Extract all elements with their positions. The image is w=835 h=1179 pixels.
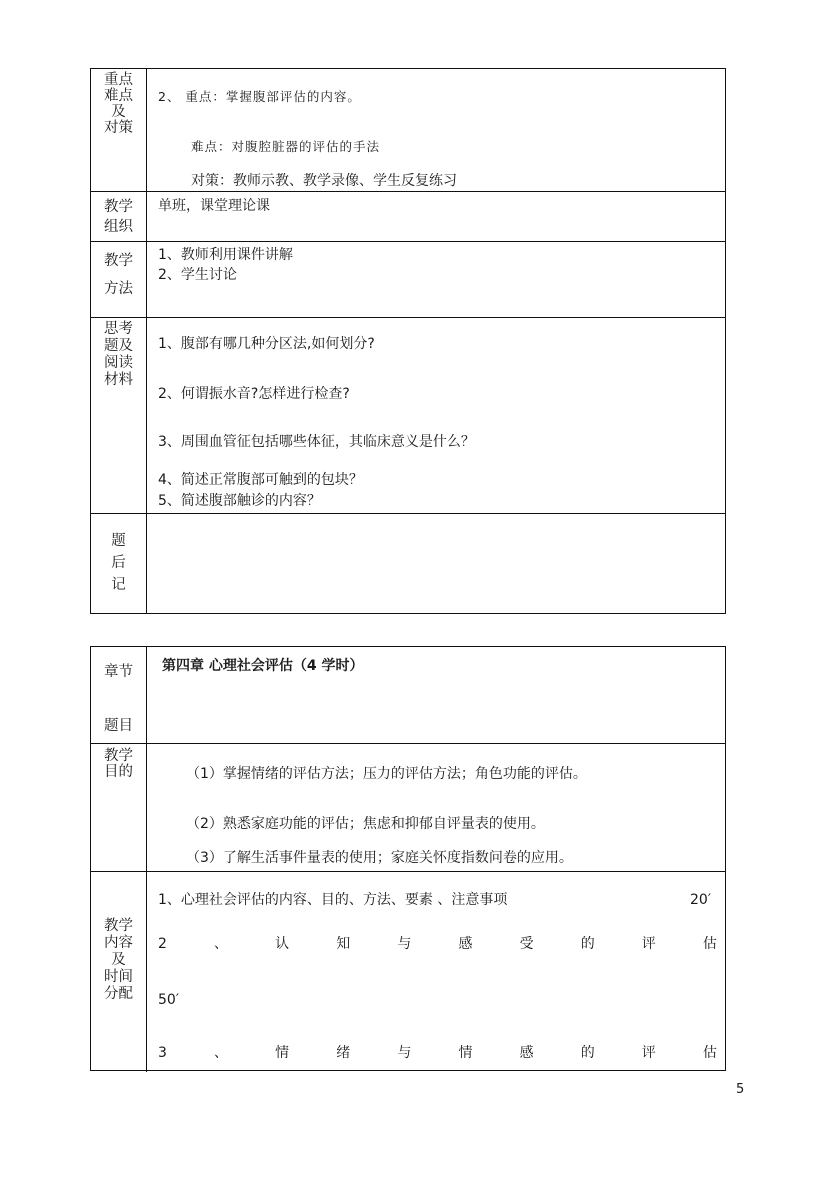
label-questions: 思考 题及 阅读 材料 (91, 318, 147, 513)
c3-char: 的 (580, 1045, 595, 1061)
row-content (91, 871, 725, 1072)
c2-char: 评 (641, 936, 656, 952)
label-notes: 题 后 记 (91, 514, 147, 613)
method-item-2: 2、学生讨论 (158, 267, 237, 283)
row-key-points (91, 69, 725, 192)
content-chapter (148, 647, 725, 743)
key-point-text: 2、 重点：掌握腹部评估的内容。 (158, 89, 361, 104)
row-method (91, 241, 725, 317)
content-method (148, 242, 725, 317)
c3-char: 估 (702, 1045, 717, 1061)
strategy-text: 对策：教师示教、教学录像、学生反复练习 (191, 173, 457, 189)
label-key-points: 重点 难点 及 对策 (91, 69, 147, 192)
c3-char: 绪 (336, 1045, 351, 1061)
content-item-2-time: 50′ (158, 992, 179, 1008)
c2-char: 认 (275, 936, 290, 952)
goal-3: （3）了解生活事件量表的使用；家庭关怀度指数问卷的应用。 (186, 850, 573, 866)
row-notes (91, 513, 725, 613)
question-3: 3、周围血管征包括哪些体征，其临床意义是什么？ (158, 434, 475, 450)
question-1: 1、腹部有哪几种分区法,如何划分? (158, 336, 375, 352)
goal-1: （1）掌握情绪的评估方法；压力的评估方法；角色功能的评估。 (186, 766, 587, 782)
method-item-1: 1、教师利用课件讲解 (158, 247, 293, 263)
row-questions (91, 317, 725, 513)
difficulty-text: 难点：对腹腔脏器的评估的手法 (191, 139, 381, 154)
label-chapter: 章节 题目 (91, 647, 147, 743)
row-chapter (91, 647, 725, 743)
c2-char: 的 (580, 936, 595, 952)
content-notes (148, 514, 725, 613)
c3-char: 评 (641, 1045, 656, 1061)
c2-char: 知 (336, 936, 351, 952)
content-item-3 (158, 1045, 717, 1061)
organization-text: 单班，课堂理论课 (158, 198, 270, 214)
content-organization (148, 192, 725, 241)
question-2: 2、何谓振水音?怎样进行检查? (158, 386, 350, 402)
c3-char: 感 (519, 1045, 534, 1061)
c2-char: 估 (702, 936, 717, 952)
row-goals (91, 743, 725, 871)
lesson-table-2 (90, 646, 726, 1071)
content-key-points (148, 69, 725, 192)
c3-char: 情 (275, 1045, 290, 1061)
row-organization (91, 191, 725, 241)
c2-char: 受 (519, 936, 534, 952)
content-item-1-time: 20′ (690, 892, 711, 908)
c3-char: 情 (458, 1045, 473, 1061)
label-content: 教学 内容 及 时间 分配 (91, 872, 147, 1072)
content-allocation (148, 872, 725, 1072)
chapter-title: 第四章 心理社会评估（4 学时） (162, 658, 364, 674)
c2-char: 2 (158, 936, 167, 952)
label-organization: 教学 组织 (91, 192, 147, 241)
label-method: 教学 方法 (91, 242, 147, 317)
c3-char: 与 (397, 1045, 412, 1061)
c3-char: 3 (158, 1045, 167, 1061)
content-item-2 (158, 936, 717, 952)
question-5: 5、简述腹部触诊的内容？ (158, 493, 321, 509)
c2-char: 感 (458, 936, 473, 952)
question-4: 4、简述正常腹部可触到的包块？ (158, 472, 363, 488)
label-goals: 教学 目的 (91, 744, 147, 871)
page-number: 5 (736, 1082, 745, 1097)
c2-char: 、 (214, 936, 229, 952)
c3-char: 、 (214, 1045, 229, 1061)
lesson-table-1 (90, 68, 726, 614)
content-questions (148, 318, 725, 513)
c2-char: 与 (397, 936, 412, 952)
content-goals (148, 744, 725, 871)
content-item-1: 1、心理社会评估的内容、目的、方法、要素 、注意事项 (158, 892, 508, 908)
goal-2: （2）熟悉家庭功能的评估；焦虑和抑郁自评量表的使用。 (186, 816, 545, 832)
